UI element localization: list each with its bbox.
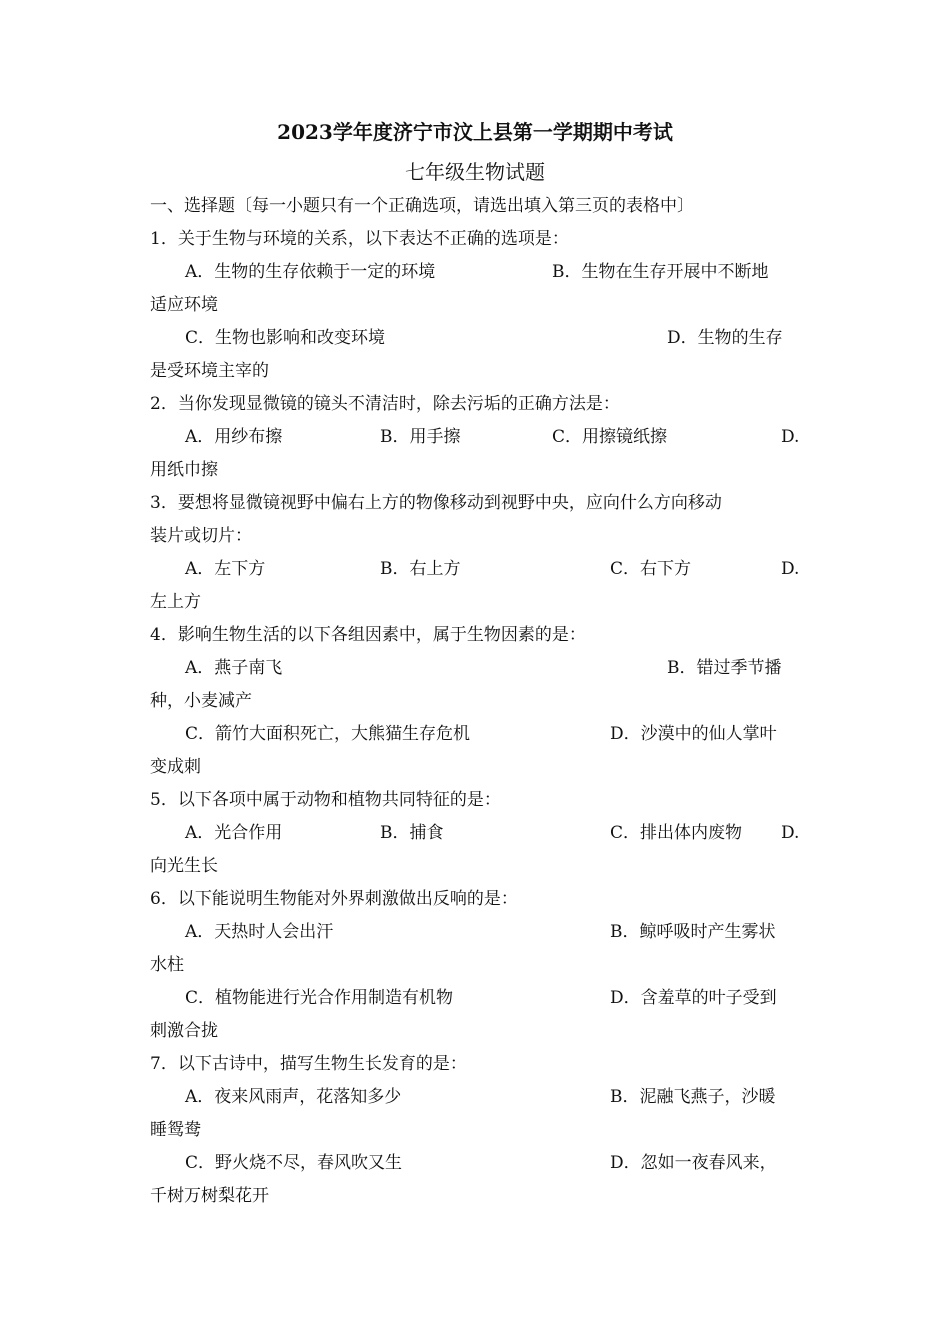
question-1-option-d: D．生物的生存 [667, 328, 783, 348]
question-6-stem: 6．以下能说明生物能对外界刺激做出反响的是： [150, 889, 518, 909]
question-6-option-d: D．含羞草的叶子受到 [610, 988, 777, 1008]
question-3-option-d-cont: 左上方 [150, 592, 201, 612]
question-4-option-b-cont: 种，小麦减产 [150, 691, 252, 711]
question-5-option-a: A．光合作用 [185, 823, 283, 843]
question-4-stem: 4．影响生物生活的以下各组因素中，属于生物因素的是： [150, 625, 586, 645]
question-1-option-a: A．生物的生存依赖于一定的环境 [185, 262, 436, 282]
question-7-option-a: A．夜来风雨声，花落知多少 [185, 1087, 402, 1107]
question-5-stem: 5．以下各项中属于动物和植物共同特征的是： [150, 790, 501, 810]
question-7-option-c: C．野火烧不尽，春风吹又生 [185, 1153, 403, 1173]
question-2-option-d: D. [781, 427, 800, 447]
question-1-option-c: C．生物也影响和改变环境 [185, 328, 386, 348]
question-4-option-b: B．错过季节播 [667, 658, 782, 678]
question-2-option-d-cont: 用纸巾擦 [150, 460, 218, 480]
question-5-option-d: D. [781, 823, 800, 843]
question-4-option-c: C．箭竹大面积死亡，大熊猫生存危机 [185, 724, 471, 744]
question-6-option-a: A．天热时人会出汗 [185, 922, 334, 942]
question-5-option-b: B．捕食 [380, 823, 444, 843]
question-7-option-d: D．忽如一夜春风来， [610, 1153, 777, 1173]
question-6-option-b-cont: 水柱 [150, 955, 184, 975]
question-7-option-b: B．泥融飞燕子，沙暖 [610, 1087, 776, 1107]
question-3-stem-cont: 装片或切片： [150, 526, 252, 546]
question-5-option-c: C．排出体内废物 [610, 823, 743, 843]
question-1-stem: 1．关于生物与环境的关系，以下表达不正确的选项是： [150, 229, 569, 249]
question-3-option-a: A．左下方 [185, 559, 266, 579]
question-7-option-d-cont: 千树万树梨花开 [150, 1186, 269, 1206]
question-5-option-d-cont: 向光生长 [150, 856, 218, 876]
question-1-option-b: B．生物在生存开展中不断地 [552, 262, 769, 282]
question-2-option-b: B．用手擦 [380, 427, 461, 447]
question-6-option-d-cont: 刺激合拢 [150, 1021, 218, 1041]
question-1-option-d-cont: 是受环境主宰的 [150, 361, 269, 381]
question-7-stem: 7．以下古诗中，描写生物生长发育的是： [150, 1054, 467, 1074]
question-4-option-d-cont: 变成刺 [150, 757, 201, 777]
question-1-option-b-cont: 适应环境 [150, 295, 218, 315]
question-7-option-b-cont: 睡鸳鸯 [150, 1120, 201, 1140]
question-2-stem: 2．当你发现显微镜的镜头不清洁时，除去污垢的正确方法是： [150, 394, 620, 414]
section-heading: 一、选择题〔每一小题只有一个正确选项，请选出填入第三页的表格中〕 [150, 196, 694, 216]
question-3-option-c: C．右下方 [610, 559, 692, 579]
question-6-option-b: B．鲸呼吸时产生雾状 [610, 922, 776, 942]
question-2-option-c: C．用擦镜纸擦 [552, 427, 668, 447]
question-3-option-d: D. [781, 559, 800, 579]
question-4-option-a: A．燕子南飞 [185, 658, 283, 678]
question-4-option-d: D．沙漠中的仙人掌叶 [610, 724, 777, 744]
exam-title: 2023学年度济宁市汶上县第一学期期中考试 [277, 120, 673, 144]
question-3-stem: 3．要想将显微镜视野中偏右上方的物像移动到视野中央，应向什么方向移动 [150, 493, 722, 513]
question-2-option-a: A．用纱布擦 [185, 427, 283, 447]
exam-subtitle: 七年级生物试题 [405, 160, 545, 184]
question-3-option-b: B．右上方 [380, 559, 461, 579]
question-6-option-c: C．植物能进行光合作用制造有机物 [185, 988, 454, 1008]
